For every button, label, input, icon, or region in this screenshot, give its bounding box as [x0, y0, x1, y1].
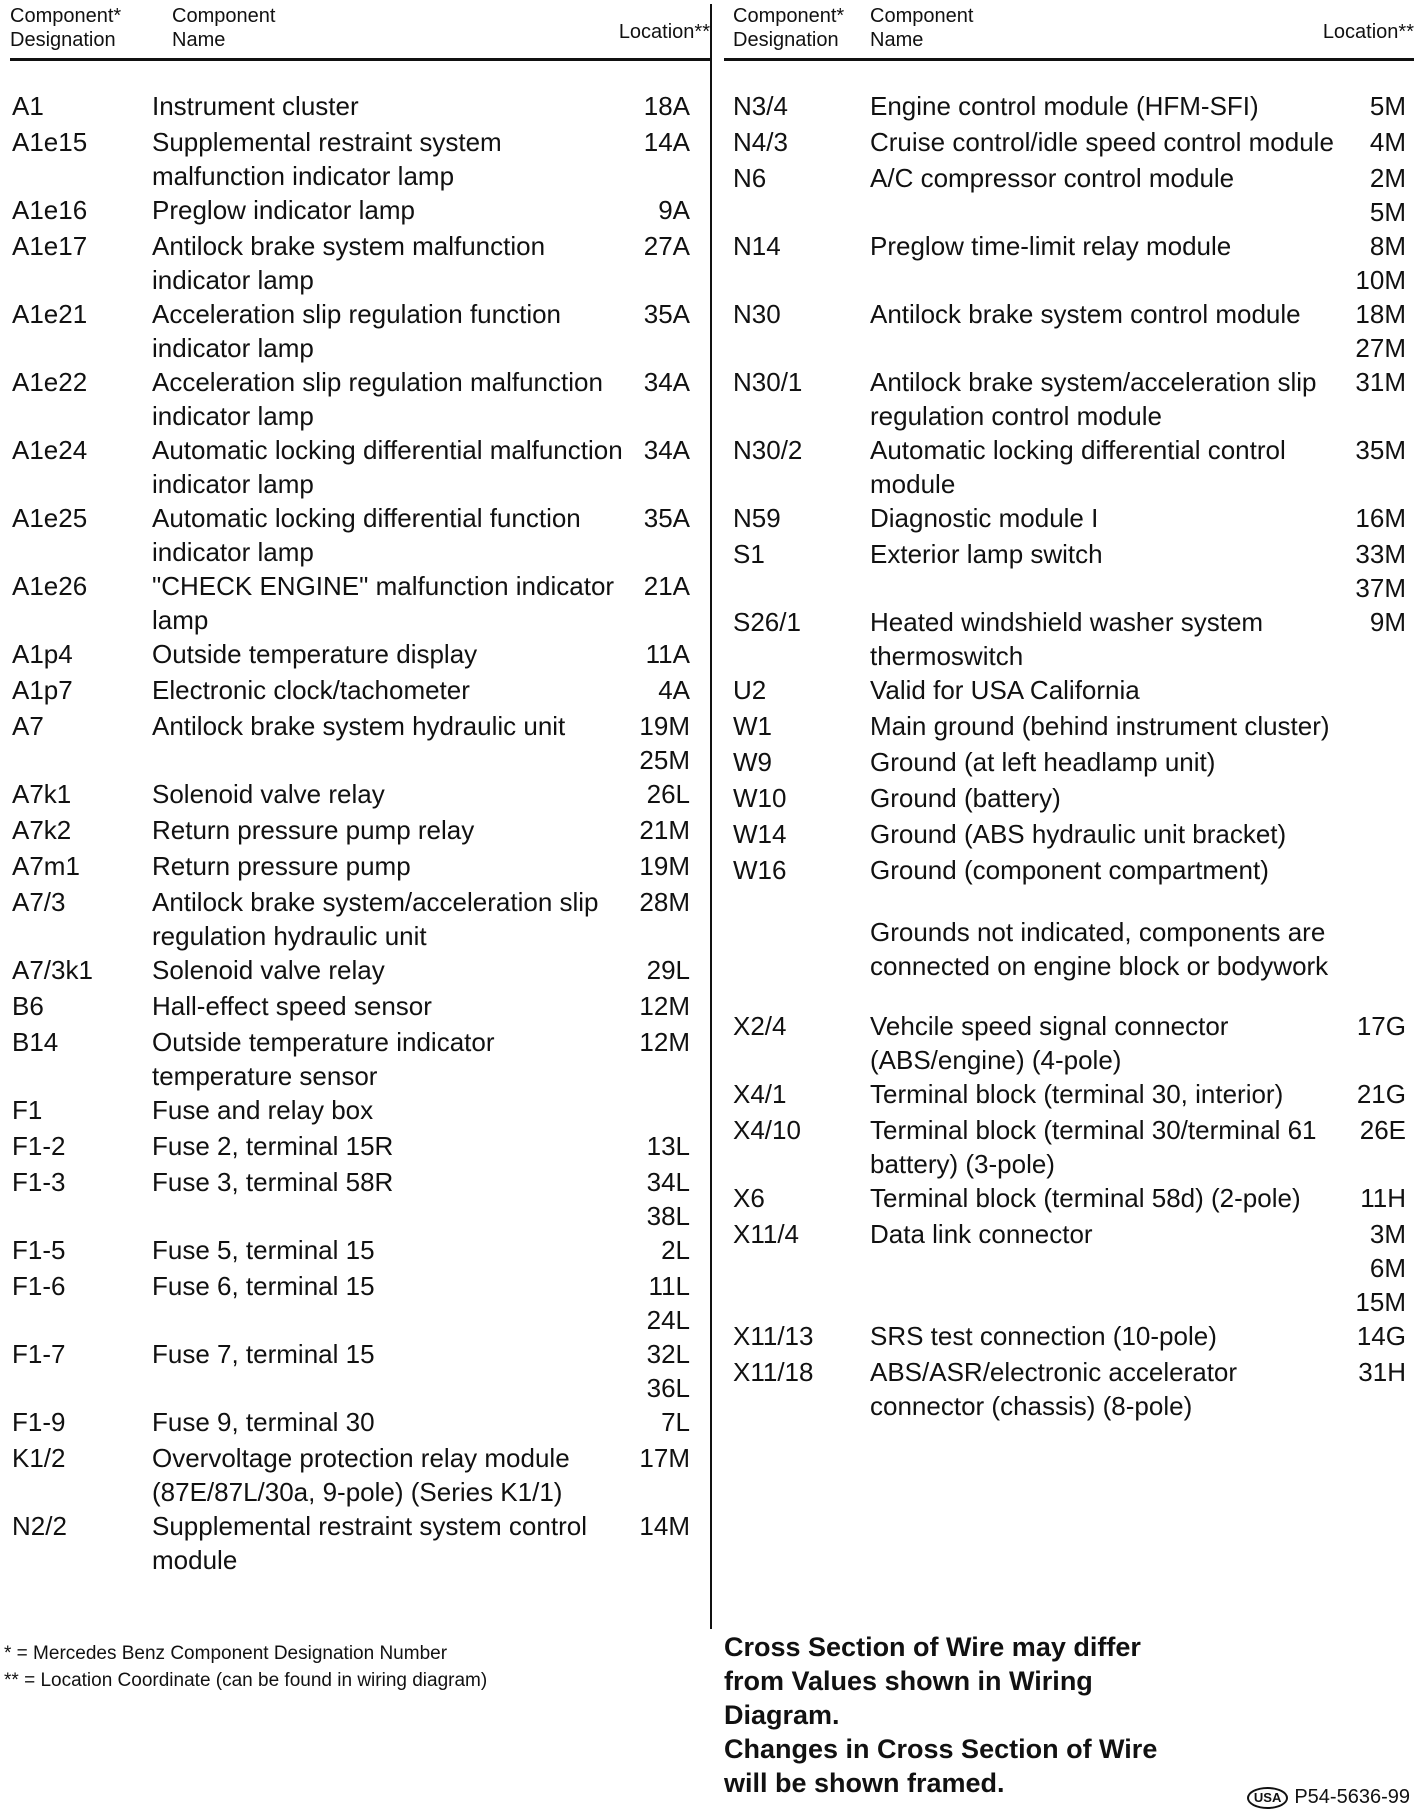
table-row — [724, 297, 1414, 365]
table-row — [10, 1269, 710, 1337]
component-name: Preglow indicator lamp — [152, 195, 416, 225]
component-name: Overvoltage protection relay module (87E/87L/30a, 9-pole) (Series K1/1) — [152, 1443, 570, 1507]
location-coordinate: 5M — [1369, 91, 1406, 121]
component-designation: F1-6 — [12, 1271, 66, 1301]
component-name: Antilock brake system control module — [870, 299, 1301, 329]
component-name: Diagnostic module I — [870, 503, 1099, 533]
location-coordinate: 21A — [643, 571, 690, 601]
location-coordinate: 11A — [645, 639, 690, 669]
component-name: Automatic locking differential malfunction indicator lamp — [152, 435, 623, 499]
component-name: Terminal block (terminal 30/terminal 61 battery) (3-pole) — [870, 1115, 1317, 1179]
component-name: Cruise control/idle speed control module — [870, 127, 1334, 157]
right-rows — [724, 61, 1414, 1423]
location-coordinate: 21M — [639, 815, 690, 845]
table-row — [724, 781, 1414, 817]
component-designation: X11/18 — [733, 1357, 814, 1387]
component-designation: A1e25 — [12, 503, 88, 533]
component-designation: X11/13 — [733, 1321, 814, 1351]
component-name: Fuse 9, terminal 30 — [152, 1407, 375, 1437]
component-designation: N4/3 — [733, 127, 788, 157]
component-designation: N30 — [733, 299, 781, 329]
component-name: Ground (at left headlamp unit) — [870, 747, 1216, 777]
location-coordinate: 4A — [658, 675, 690, 705]
location-coordinate: 29L — [646, 955, 690, 985]
location-coordinate: 14G — [1356, 1321, 1406, 1351]
component-name: Solenoid valve relay — [152, 779, 385, 809]
location-coordinate: 17M — [639, 1443, 690, 1473]
location-coordinate: 32L 36L — [646, 1339, 690, 1403]
table-row — [10, 989, 710, 1025]
component-name: Preglow time-limit relay module — [870, 231, 1232, 261]
table-row — [10, 849, 710, 885]
table-header — [724, 0, 1414, 61]
location-coordinate: 16M — [1355, 503, 1406, 533]
component-designation: U2 — [733, 675, 767, 705]
header-location: Location** — [618, 21, 710, 43]
component-name: Grounds not indicated, components are connected on engine block or bodywork — [870, 917, 1329, 981]
component-designation: X4/1 — [733, 1079, 787, 1109]
location-coordinate: 35A — [643, 299, 690, 329]
table-row — [724, 1113, 1414, 1181]
component-name: Terminal block (terminal 58d) (2-pole) — [870, 1183, 1301, 1213]
location-coordinate: 14M — [639, 1511, 690, 1541]
location-coordinate: 12M — [639, 1027, 690, 1057]
table-row — [724, 1217, 1414, 1319]
component-designation: W10 — [733, 783, 787, 813]
right-column — [724, 0, 1414, 1423]
component-designation: A1e17 — [12, 231, 88, 261]
header-name: Component Name — [870, 5, 974, 51]
table-row — [10, 365, 710, 433]
component-name: Fuse 5, terminal 15 — [152, 1235, 375, 1265]
component-name: Valid for USA California — [870, 675, 1140, 705]
component-name: Instrument cluster — [152, 91, 359, 121]
component-designation: A1p7 — [12, 675, 73, 705]
footnotes — [4, 1640, 487, 1694]
component-designation: F1 — [12, 1095, 43, 1125]
table-row — [10, 89, 710, 125]
component-designation: N30/1 — [733, 367, 803, 397]
component-name: Automatic locking differential function indicator lamp — [152, 503, 581, 567]
component-designation: A1p4 — [12, 639, 73, 669]
location-coordinate: 26L — [646, 779, 690, 809]
column-divider — [710, 4, 712, 1629]
component-name: Supplemental restraint system control module — [152, 1511, 587, 1575]
table-row — [10, 501, 710, 569]
location-coordinate: 35A — [643, 503, 690, 533]
component-name: Electronic clock/tachometer — [152, 675, 470, 705]
component-name: Fuse 7, terminal 15 — [152, 1339, 375, 1369]
location-coordinate: 18M 27M — [1355, 299, 1406, 363]
header-designation: Component* Designation — [10, 5, 122, 51]
table-row — [724, 1181, 1414, 1217]
location-coordinate: 12M — [639, 991, 690, 1021]
location-coordinate: 9A — [658, 195, 690, 225]
location-coordinate: 9M — [1369, 607, 1406, 637]
component-name: Outside temperature indicator temperature sensor — [152, 1027, 495, 1091]
component-name: Outside temperature display — [152, 639, 478, 669]
header-designation: Component* Designation — [733, 5, 845, 51]
component-designation: A7 — [12, 711, 44, 741]
component-designation: N14 — [733, 231, 781, 261]
location-coordinate: 11L 24L — [646, 1271, 690, 1335]
reference-code — [1247, 1786, 1410, 1809]
component-name: Heated windshield washer system thermoswitch — [870, 607, 1264, 671]
component-name: Fuse 6, terminal 15 — [152, 1271, 375, 1301]
header-name: Component Name — [172, 5, 276, 51]
component-name: ABS/ASR/electronic accelerator connector (chassis) (8-pole) — [870, 1357, 1238, 1421]
left-column — [10, 0, 710, 1577]
component-designation: F1-5 — [12, 1235, 66, 1265]
location-coordinate: 13L — [646, 1131, 690, 1161]
table-row — [724, 673, 1414, 709]
table-row — [10, 297, 710, 365]
component-designation: W1 — [733, 711, 772, 741]
component-designation: N6 — [733, 163, 767, 193]
component-name: SRS test connection (10-pole) — [870, 1321, 1217, 1351]
table-header — [10, 0, 710, 61]
component-designation: F1-3 — [12, 1167, 66, 1197]
component-designation: A7k1 — [12, 779, 72, 809]
component-name: Data link connector — [870, 1219, 1093, 1249]
header-location: Location** — [1322, 21, 1414, 43]
table-row — [10, 569, 710, 637]
component-designation: F1-2 — [12, 1131, 66, 1161]
component-designation: A7k2 — [12, 815, 72, 845]
table-row — [10, 1165, 710, 1233]
component-designation: A7m1 — [12, 851, 80, 881]
footnote-double-star: ** = Location Coordinate (can be found in wiring diagram) — [4, 1670, 488, 1691]
table-row — [724, 915, 1414, 983]
footnote-star: * = Mercedes Benz Component Designation Number — [4, 1643, 448, 1664]
location-coordinate: 35M — [1355, 435, 1406, 465]
table-row — [10, 813, 710, 849]
component-name: Fuse 2, terminal 15R — [152, 1131, 394, 1161]
component-designation: A1e16 — [12, 195, 88, 225]
location-coordinate: 18A — [643, 91, 690, 121]
component-name: Supplemental restraint system malfunction indicator lamp — [152, 127, 502, 191]
component-name: Terminal block (terminal 30, interior) — [870, 1079, 1284, 1109]
table-row — [724, 501, 1414, 537]
location-coordinate: 27A — [643, 231, 690, 261]
location-coordinate: 28M — [639, 887, 690, 917]
location-coordinate: 21G — [1356, 1079, 1406, 1109]
component-designation: W14 — [733, 819, 787, 849]
component-designation: S26/1 — [733, 607, 801, 637]
table-row — [724, 537, 1414, 605]
component-name: Antilock brake system/acceleration slip regulation hydraulic unit — [152, 887, 599, 951]
table-row — [10, 193, 710, 229]
table-row — [10, 1509, 710, 1577]
wire-cross-section-note: Cross Section of Wire may differ from Values shown in Wiring Diagram. Changes in Cross Section of Wire will be shown framed. — [724, 1632, 1158, 1798]
component-name: Antilock brake system hydraulic unit — [152, 711, 566, 741]
table-row — [724, 853, 1414, 889]
table-row — [10, 1129, 710, 1165]
table-row — [724, 709, 1414, 745]
component-designation: F1-9 — [12, 1407, 66, 1437]
table-row — [10, 1093, 710, 1129]
location-coordinate: 14A — [643, 127, 690, 157]
component-designation: A7/3 — [12, 887, 66, 917]
component-name: Ground (ABS hydraulic unit bracket) — [870, 819, 1287, 849]
table-row — [724, 745, 1414, 781]
component-name: Vehcile speed signal connector (ABS/engine) (4-pole) — [870, 1011, 1229, 1075]
component-designation: A1e22 — [12, 367, 88, 397]
location-coordinate: 2L — [661, 1235, 690, 1265]
component-designation: A1e24 — [12, 435, 88, 465]
component-designation: A1e21 — [12, 299, 88, 329]
component-name: Return pressure pump relay — [152, 815, 475, 845]
component-name: Ground (component compartment) — [870, 855, 1269, 885]
table-row — [724, 1077, 1414, 1113]
component-designation: X4/10 — [733, 1115, 801, 1145]
table-row — [10, 953, 710, 989]
component-designation: A1 — [12, 91, 44, 121]
table-row — [724, 433, 1414, 501]
component-name: Engine control module (HFM-SFI) — [870, 91, 1259, 121]
component-name: Fuse and relay box — [152, 1095, 374, 1125]
component-name: Exterior lamp switch — [870, 539, 1103, 569]
table-row — [724, 1009, 1414, 1077]
component-name: Solenoid valve relay — [152, 955, 385, 985]
component-name: Return pressure pump — [152, 851, 411, 881]
table-row — [724, 89, 1414, 125]
component-designation: B14 — [12, 1027, 59, 1057]
component-name: Antilock brake system malfunction indicator lamp — [152, 231, 546, 295]
table-row — [10, 709, 710, 777]
table-row — [724, 125, 1414, 161]
component-name: Automatic locking differential control module — [870, 435, 1286, 499]
component-name: "CHECK ENGINE" malfunction indicator lamp — [152, 571, 615, 635]
location-coordinate: 34L 38L — [646, 1167, 690, 1231]
location-coordinate: 2M 5M — [1369, 163, 1406, 227]
table-row — [724, 161, 1414, 229]
component-name: Main ground (behind instrument cluster) — [870, 711, 1330, 741]
component-designation: N2/2 — [12, 1511, 67, 1541]
component-designation: A1e26 — [12, 571, 88, 601]
component-designation: K1/2 — [12, 1443, 66, 1473]
component-designation: X11/4 — [733, 1219, 800, 1249]
location-coordinate: 34A — [643, 435, 690, 465]
table-row — [724, 605, 1414, 673]
component-name: Antilock brake system/acceleration slip regulation control module — [870, 367, 1317, 431]
component-designation: X6 — [733, 1183, 765, 1213]
location-coordinate: 19M — [639, 851, 690, 881]
usa-badge-icon: USA — [1247, 1787, 1288, 1809]
table-row — [10, 1025, 710, 1093]
component-name: Ground (battery) — [870, 783, 1061, 813]
component-designation: X2/4 — [733, 1011, 787, 1041]
component-designation: N59 — [733, 503, 781, 533]
component-name: Fuse 3, terminal 58R — [152, 1167, 394, 1197]
table-row — [724, 817, 1414, 853]
reference-code-text: P54-5636-99 — [1294, 1786, 1410, 1808]
location-coordinate: 4M — [1369, 127, 1406, 157]
left-rows — [10, 61, 710, 1577]
table-row — [10, 229, 710, 297]
table-row — [10, 1233, 710, 1269]
table-row — [10, 1405, 710, 1441]
component-name: Acceleration slip regulation function indicator lamp — [152, 299, 562, 363]
component-designation: S1 — [733, 539, 765, 569]
component-designation: W9 — [733, 747, 772, 777]
table-row — [10, 885, 710, 953]
component-designation: A7/3k1 — [12, 955, 93, 985]
location-coordinate: 17G — [1356, 1011, 1406, 1041]
location-coordinate: 7L — [661, 1407, 690, 1437]
location-coordinate: 34A — [643, 367, 690, 397]
table-row — [10, 1337, 710, 1405]
table-row — [10, 1441, 710, 1509]
table-row — [724, 365, 1414, 433]
table-row — [10, 777, 710, 813]
location-coordinate: 8M 10M — [1355, 231, 1406, 295]
component-name: Acceleration slip regulation malfunction indicator lamp — [152, 367, 603, 431]
component-designation: A1e15 — [12, 127, 88, 157]
table-row — [724, 1319, 1414, 1355]
location-coordinate: 19M 25M — [639, 711, 690, 775]
table-row — [10, 637, 710, 673]
component-name: A/C compressor control module — [870, 163, 1235, 193]
location-coordinate: 31M — [1355, 367, 1406, 397]
component-designation: F1-7 — [12, 1339, 66, 1369]
location-coordinate: 26E — [1359, 1115, 1406, 1145]
location-coordinate: 31H — [1358, 1357, 1406, 1387]
table-row — [10, 125, 710, 193]
location-coordinate: 3M 6M 15M — [1355, 1219, 1406, 1317]
component-designation: B6 — [12, 991, 44, 1021]
table-row — [724, 229, 1414, 297]
table-row — [10, 673, 710, 709]
component-designation: N30/2 — [733, 435, 803, 465]
component-name: Hall-effect speed sensor — [152, 991, 432, 1021]
table-row — [724, 1355, 1414, 1423]
component-designation: W16 — [733, 855, 787, 885]
location-coordinate: 11H — [1360, 1183, 1406, 1213]
component-designation: N3/4 — [733, 91, 788, 121]
table-row — [10, 433, 710, 501]
location-coordinate: 33M 37M — [1355, 539, 1406, 603]
